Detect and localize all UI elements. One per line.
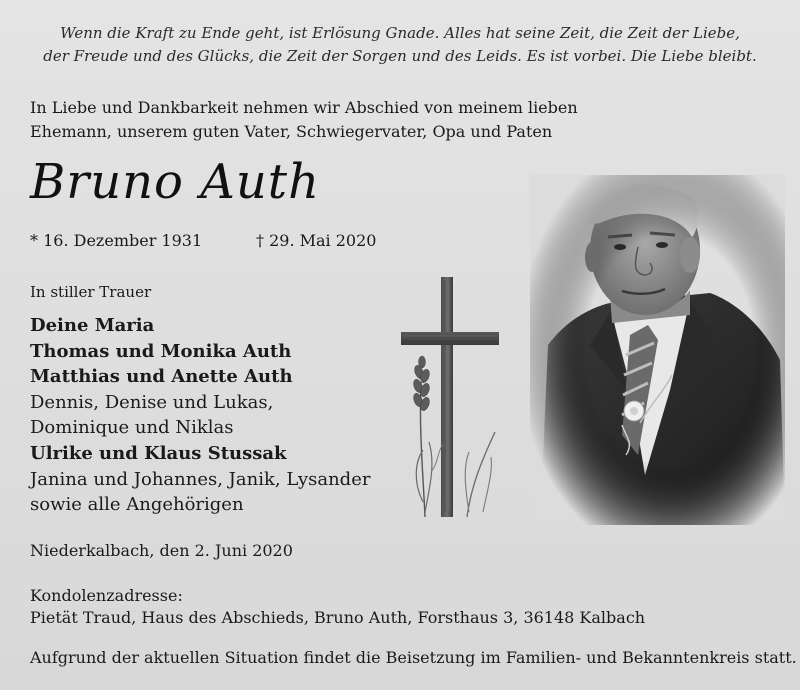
mourner-item: sowie alle Angehörigen [30, 494, 244, 516]
deceased-name: Bruno Auth [30, 154, 320, 210]
intro-text [30, 96, 590, 144]
mourner-item: Ulrike und Klaus Stussak [30, 442, 287, 464]
intro-line-1: In Liebe und Dankbarkeit nehmen wir Abschied von meinem lieben [30, 98, 578, 117]
cross-with-wheat-icon [395, 272, 510, 522]
death-date: † 29. Mai 2020 [256, 231, 377, 250]
mourner-item: Thomas und Monika Auth [30, 340, 292, 362]
portrait-photo [530, 175, 785, 525]
place-and-date: Niederkalbach, den 2. Juni 2020 [30, 541, 293, 560]
mourner-item: Dennis, Denise und Lukas, [30, 391, 274, 413]
mourning-label: In stiller Trauer [30, 283, 152, 301]
birth-date: * 16. Dezember 1931 [30, 231, 203, 250]
quote-line-1: Wenn die Kraft zu Ende geht, ist Erlösung Gnade. Alles hat seine Zeit, die Zeit der Liebe, [60, 24, 740, 42]
quote-line-2: der Freude und des Glücks, die Zeit der Sorgen und des Leids. Es ist vorbei. Die Liebe bleibt. [43, 47, 757, 65]
intro-line-2: Ehemann, unserem guten Vater, Schwiegervater, Opa und Paten [30, 122, 553, 141]
mourner-item: Dominique und Niklas [30, 417, 234, 439]
burial-notice: Aufgrund der aktuellen Situation findet die Beisetzung im Familien- und Bekanntenkreis statt. [30, 648, 797, 667]
mourner-item: Janina und Johannes, Janik, Lysander [30, 468, 371, 490]
mourner-item: Deine Maria [30, 315, 155, 336]
memorial-quote [20, 22, 780, 68]
mourner-item: Matthias und Anette Auth [30, 366, 293, 388]
condolence-address-text: Pietät Traud, Haus des Abschieds, Bruno Auth, Forsthaus 3, 36148 Kalbach [30, 608, 646, 627]
mourners-list [30, 313, 410, 518]
condolence-address [30, 585, 645, 629]
life-dates [30, 230, 377, 252]
condolence-label: Kondolenzadresse: [30, 586, 183, 605]
